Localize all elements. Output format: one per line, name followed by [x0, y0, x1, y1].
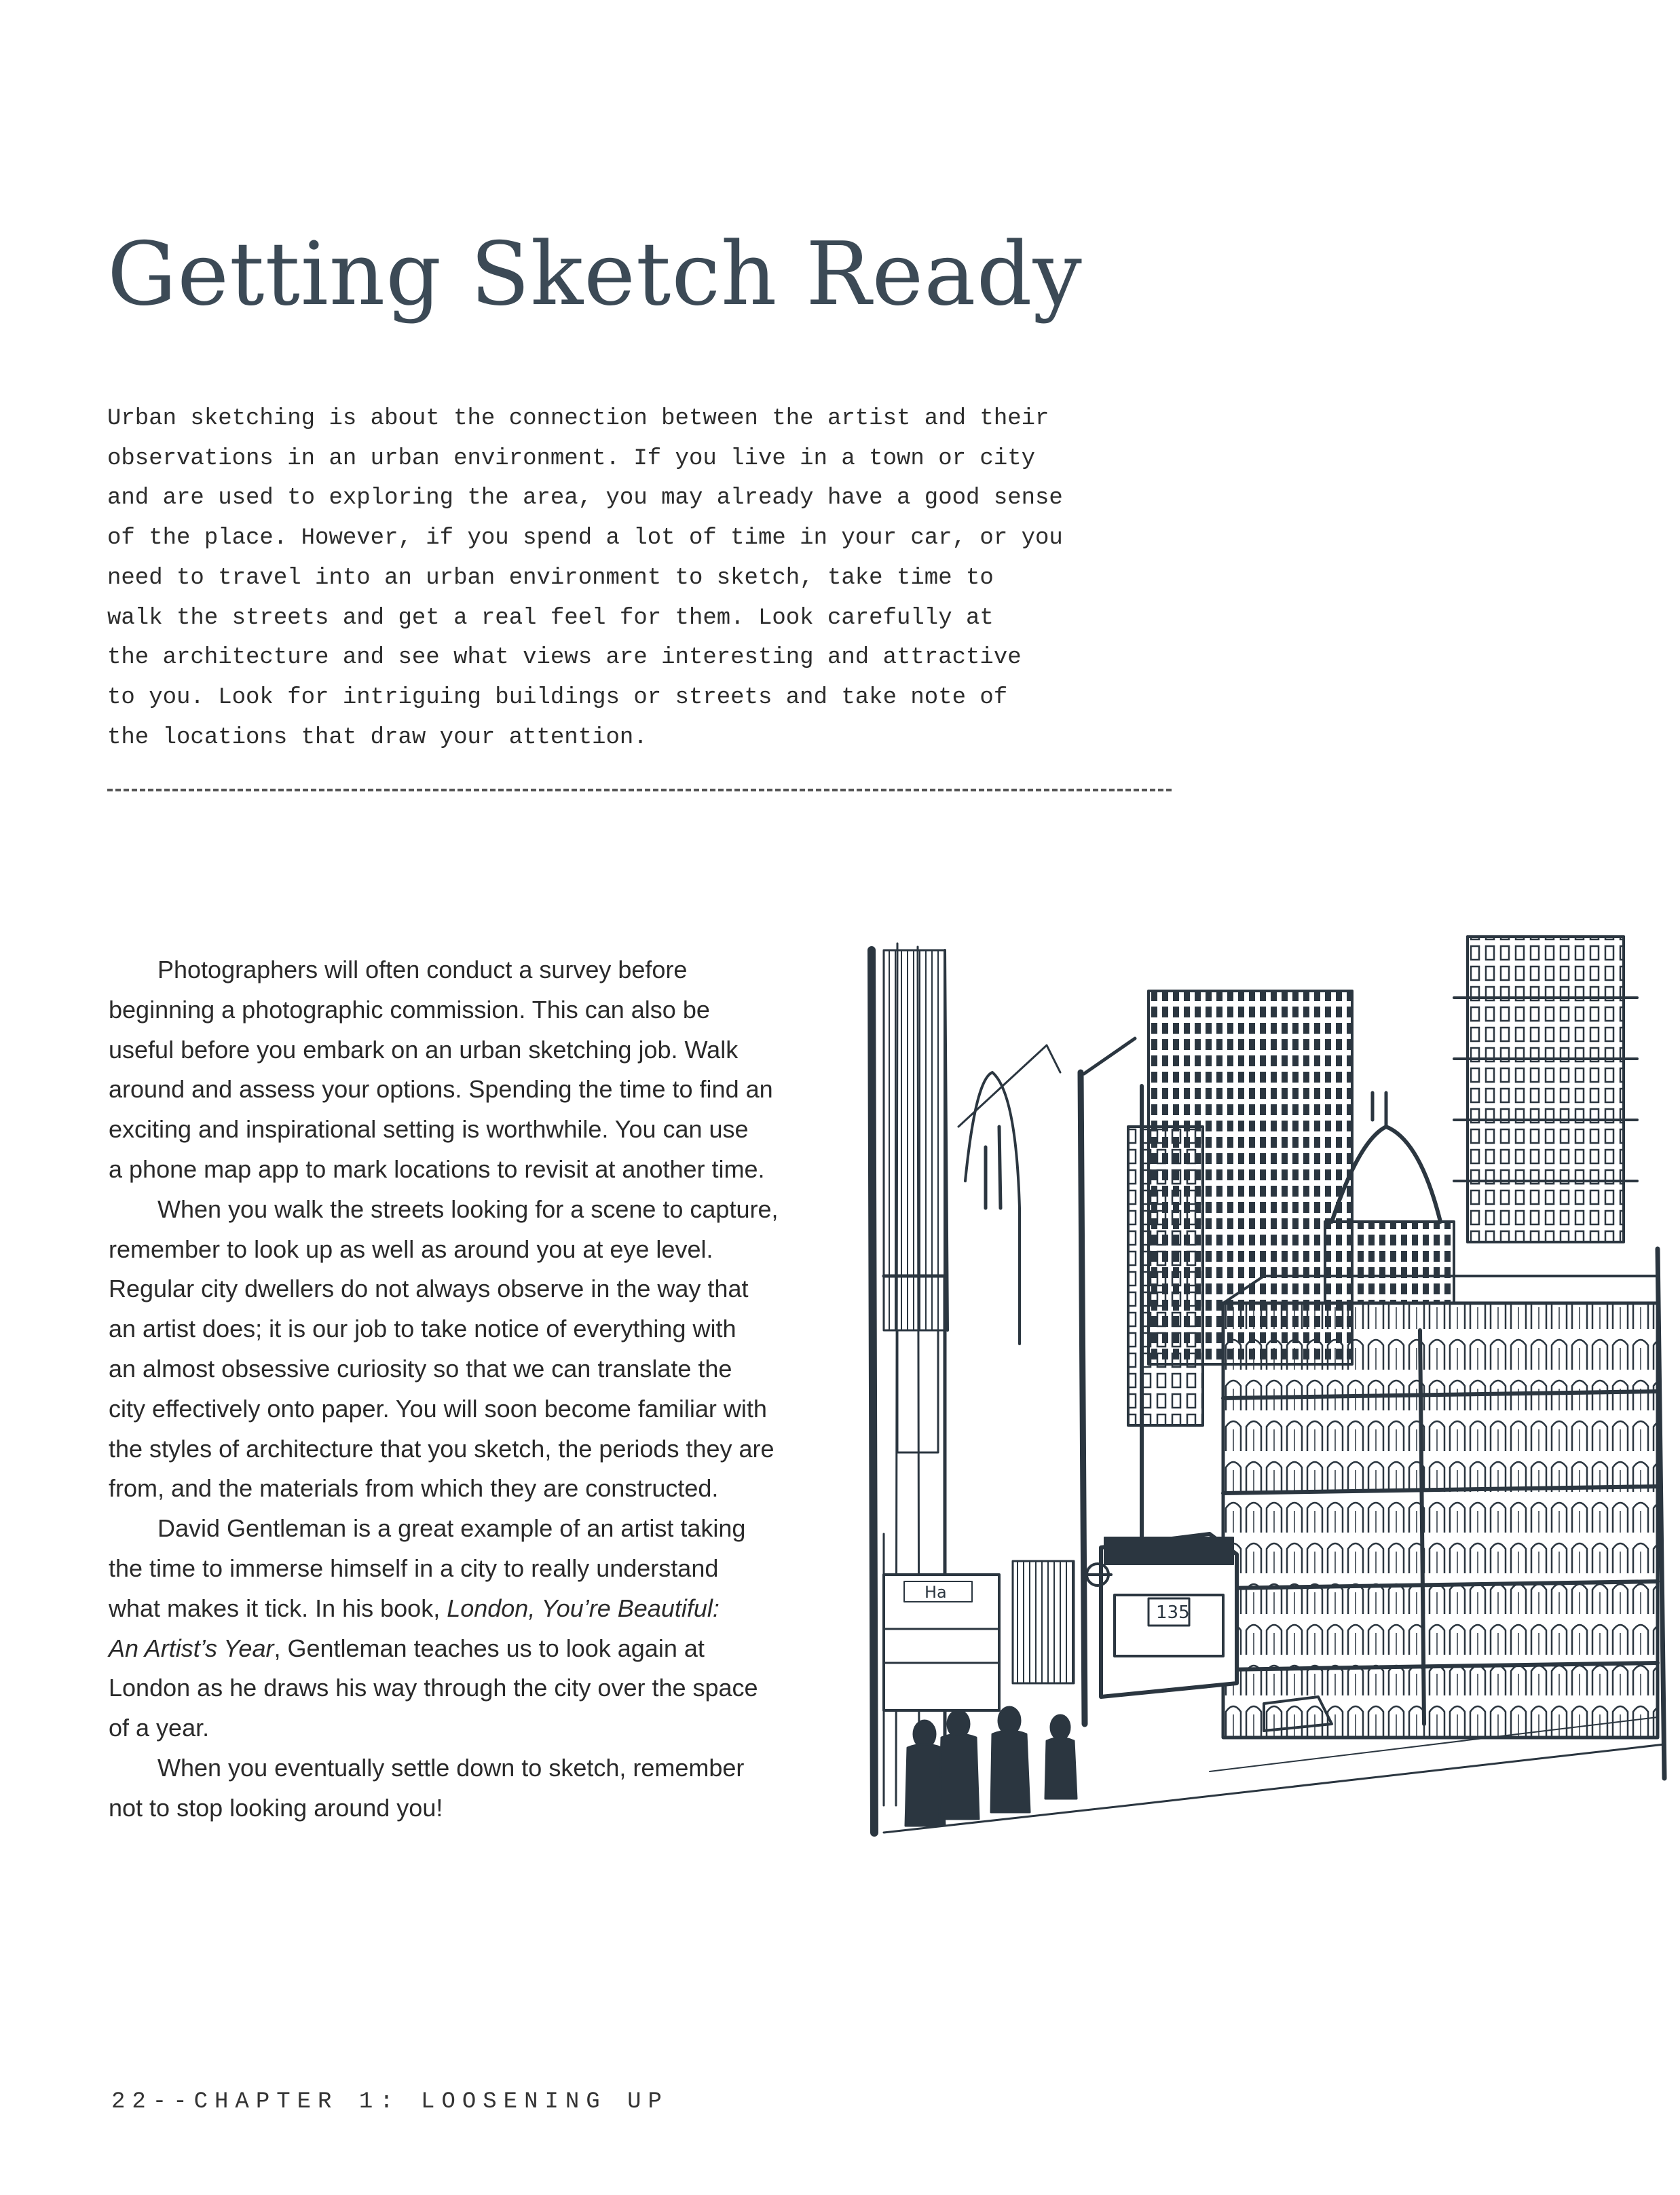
body-line: the styles of architecture that you sketch, the periods they are	[109, 1434, 774, 1463]
intro-line: the architecture and see what views are interesting and attractive	[107, 645, 1022, 671]
body-line: beginning a photographic commission. This can also be	[109, 995, 710, 1024]
body-line: Photographers will often conduct a survey before	[157, 956, 688, 983]
body-line: an almost obsessive curiosity so that we can translate the	[109, 1354, 732, 1383]
body-line	[109, 1629, 828, 1669]
body-line: of a year.	[109, 1714, 210, 1742]
body-line: from, and the materials from which they are constructed.	[109, 1474, 719, 1503]
intro-line: to you. Look for intriguing buildings or streets and take note of	[107, 684, 1008, 711]
body-line: remember to look up as well as around you at eye level.	[109, 1235, 713, 1263]
body-line: London as he draws his way through the city over the space	[109, 1674, 758, 1702]
body-text-run: , Gentleman teaches us to look again at	[274, 1634, 705, 1662]
intro-line: of the place. However, if you spend a lot of time in your car, or you	[107, 525, 1063, 552]
intro-line: walk the streets and get a real feel for them. Look carefully at	[107, 605, 994, 631]
body-text-run: what makes it tick. In his book,	[109, 1594, 447, 1622]
body-line: an artist does; it is our job to take notice of everything with	[109, 1315, 736, 1343]
body-line: a phone map app to mark locations to revisit at another time.	[109, 1155, 765, 1183]
body-line: Regular city dwellers do not always observe in the way that	[109, 1275, 749, 1303]
book-subtitle: An Artist’s Year	[109, 1634, 274, 1662]
body-text	[109, 950, 828, 1828]
body-line: useful before you embark on an urban sketching job. Walk	[109, 1035, 739, 1064]
intro-paragraph	[107, 399, 1193, 757]
body-line: not to stop looking around you!	[109, 1793, 443, 1822]
body-line: When you walk the streets looking for a scene to capture,	[157, 1195, 779, 1223]
dashed-divider	[107, 789, 1172, 791]
intro-line: Urban sketching is about the connection between the artist and their	[107, 406, 1049, 432]
body-line: exciting and inspirational setting is worthwhile. You can use	[109, 1115, 749, 1144]
bus-number-label: 135	[1156, 1602, 1190, 1623]
body-line: David Gentleman is a great example of an artist taking	[157, 1514, 746, 1543]
body-line: city effectively onto paper. You will soon become familiar with	[109, 1394, 767, 1423]
street-sketch-illustration	[857, 923, 1680, 1846]
intro-line: need to travel into an urban environment to sketch, take time to	[107, 565, 994, 591]
book-title: London, You’re Beautiful:	[447, 1594, 720, 1622]
body-line: around and assess your options. Spending the time to find an	[109, 1075, 773, 1104]
intro-line: and are used to exploring the area, you may already have a good sense	[107, 485, 1063, 512]
intro-line: observations in an urban environment. If you live in a town or city	[107, 445, 1036, 472]
page-footer: 22--CHAPTER 1: LOOSENING UP	[111, 2089, 669, 2115]
body-line: the time to immerse himself in a city to really understand	[109, 1554, 719, 1582]
shop-sign-label: Ha	[925, 1583, 947, 1602]
body-line: When you eventually settle down to sketch, remember	[157, 1753, 745, 1782]
body-line	[109, 1589, 828, 1629]
page-title: Getting Sketch Ready	[107, 224, 1083, 325]
intro-line: the locations that draw your attention.	[107, 724, 648, 751]
